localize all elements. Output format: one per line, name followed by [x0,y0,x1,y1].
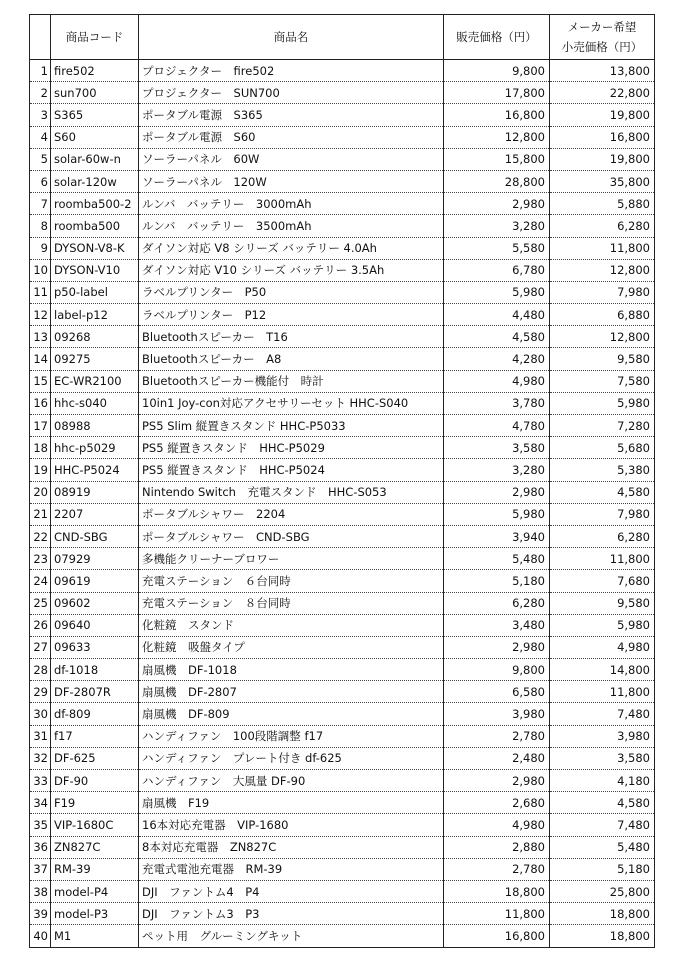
row-number-cell: 27 [30,636,51,658]
msrp-cell: 6,880 [550,304,655,326]
product-code-cell: DYSON-V10 [51,259,139,281]
header-no [30,15,51,60]
table-row [30,193,655,215]
product-name-cell: ソーラーパネル 60W [139,148,444,170]
product-name-cell: PS5 Slim 縦置きスタンド HHC-P5033 [139,415,444,437]
product-code-cell: RM-39 [51,858,139,880]
product-name-cell: 充電ステーション ８台同時 [139,592,444,614]
product-code-cell: S60 [51,126,139,148]
product-code-cell: 09640 [51,614,139,636]
product-name-cell: 化粧鏡 スタンド [139,614,444,636]
msrp-cell: 13,800 [550,60,655,82]
table-row [30,858,655,880]
product-code-cell: model-P3 [51,903,139,925]
table-body [30,60,655,948]
row-number-cell: 1 [30,60,51,82]
table-row [30,459,655,481]
sale-price-cell: 6,580 [444,681,550,703]
table-row [30,792,655,814]
product-code-cell: roomba500 [51,215,139,237]
product-name-cell: 16本対応充電器 VIP-1680 [139,814,444,836]
sale-price-cell: 2,980 [444,636,550,658]
row-number-cell: 23 [30,548,51,570]
row-number-cell: 24 [30,570,51,592]
product-code-cell: df-809 [51,703,139,725]
row-number-cell: 5 [30,148,51,170]
row-number-cell: 17 [30,415,51,437]
msrp-cell: 7,480 [550,814,655,836]
msrp-cell: 5,380 [550,459,655,481]
sale-price-cell: 17,800 [444,82,550,104]
product-code-cell: DF-90 [51,770,139,792]
row-number-cell: 26 [30,614,51,636]
header-product-code: 商品コード [51,15,139,60]
table-row [30,592,655,614]
sale-price-cell: 9,800 [444,659,550,681]
msrp-cell: 11,800 [550,237,655,259]
row-number-cell: 12 [30,304,51,326]
product-name-cell: ポータブルシャワー CND-SBG [139,525,444,547]
msrp-cell: 5,180 [550,858,655,880]
row-number-cell: 20 [30,481,51,503]
product-name-cell: 10in1 Joy-con対応アクセサリーセット HHC-S040 [139,392,444,414]
table-row [30,703,655,725]
sale-price-cell: 15,800 [444,148,550,170]
msrp-cell: 7,980 [550,281,655,303]
product-name-cell: 8本対応充電器 ZN827C [139,836,444,858]
sale-price-cell: 2,980 [444,481,550,503]
product-name-cell: ラベルプリンター P50 [139,281,444,303]
table-row [30,304,655,326]
sale-price-cell: 16,800 [444,104,550,126]
row-number-cell: 4 [30,126,51,148]
msrp-cell: 4,980 [550,636,655,658]
msrp-cell: 7,480 [550,703,655,725]
msrp-cell: 4,580 [550,481,655,503]
row-number-cell: 28 [30,659,51,681]
product-code-cell: hhc-s040 [51,392,139,414]
product-code-cell: hhc-p5029 [51,437,139,459]
sale-price-cell: 2,980 [444,193,550,215]
product-name-cell: PS5 縦置きスタンド HHC-P5024 [139,459,444,481]
sale-price-cell: 4,980 [444,814,550,836]
msrp-cell: 12,800 [550,326,655,348]
sale-price-cell: 3,980 [444,703,550,725]
sale-price-cell: 4,480 [444,304,550,326]
product-name-cell: Bluetoothスピーカー A8 [139,348,444,370]
table-row [30,614,655,636]
msrp-cell: 19,800 [550,148,655,170]
sale-price-cell: 6,280 [444,592,550,614]
table-row [30,281,655,303]
product-name-cell: ハンディファン 大風量 DF-90 [139,770,444,792]
msrp-cell: 3,580 [550,747,655,769]
product-code-cell: roomba500-2 [51,193,139,215]
product-code-cell: f17 [51,725,139,747]
product-name-cell: ルンバ バッテリー 3000mAh [139,193,444,215]
sale-price-cell: 2,780 [444,858,550,880]
product-code-cell: M1 [51,925,139,947]
row-number-cell: 37 [30,858,51,880]
table-row [30,525,655,547]
row-number-cell: 38 [30,880,51,902]
msrp-cell: 6,280 [550,525,655,547]
product-name-cell: ポータブルシャワー 2204 [139,503,444,525]
row-number-cell: 31 [30,725,51,747]
product-code-cell: CND-SBG [51,525,139,547]
product-code-cell: 09633 [51,636,139,658]
table-row [30,215,655,237]
product-name-cell: ダイソン対応 V10 シリーズ バッテリー 3.5Ah [139,259,444,281]
product-code-cell: label-p12 [51,304,139,326]
msrp-cell: 4,580 [550,792,655,814]
sale-price-cell: 3,280 [444,459,550,481]
row-number-cell: 39 [30,903,51,925]
table-row [30,548,655,570]
product-code-cell: DYSON-V8-K [51,237,139,259]
product-name-cell: DJI ファントム4 P4 [139,880,444,902]
msrp-cell: 14,800 [550,659,655,681]
table-row [30,503,655,525]
row-number-cell: 25 [30,592,51,614]
msrp-cell: 5,980 [550,392,655,414]
table-row [30,392,655,414]
product-code-cell: solar-120w [51,170,139,192]
header-msrp [550,15,655,60]
sale-price-cell: 12,800 [444,126,550,148]
sale-price-cell: 2,880 [444,836,550,858]
product-code-cell: 08919 [51,481,139,503]
row-number-cell: 9 [30,237,51,259]
msrp-cell: 18,800 [550,925,655,947]
table-row [30,570,655,592]
product-name-cell: ルンバ バッテリー 3500mAh [139,215,444,237]
sale-price-cell: 18,800 [444,880,550,902]
product-code-cell: df-1018 [51,659,139,681]
msrp-cell: 4,180 [550,770,655,792]
msrp-cell: 7,580 [550,370,655,392]
msrp-cell: 6,280 [550,215,655,237]
product-name-cell: 扇風機 DF-1018 [139,659,444,681]
product-code-cell: 2207 [51,503,139,525]
row-number-cell: 40 [30,925,51,947]
row-number-cell: 19 [30,459,51,481]
row-number-cell: 29 [30,681,51,703]
product-name-cell: ポータブル電源 S60 [139,126,444,148]
table-row [30,814,655,836]
header-msrp-line1: メーカー希望 [567,20,637,34]
product-code-cell: 08988 [51,415,139,437]
sale-price-cell: 5,480 [444,548,550,570]
product-name-cell: PS5 縦置きスタンド HHC-P5029 [139,437,444,459]
product-code-cell: 07929 [51,548,139,570]
table-row [30,880,655,902]
product-name-cell: ダイソン対応 V8 シリーズ バッテリー 4.0Ah [139,237,444,259]
msrp-cell: 11,800 [550,548,655,570]
product-code-cell: fire502 [51,60,139,82]
table-row [30,370,655,392]
product-name-cell: DJI ファントム3 P3 [139,903,444,925]
product-name-cell: ラベルプリンター P12 [139,304,444,326]
sale-price-cell: 3,780 [444,392,550,414]
msrp-cell: 25,800 [550,880,655,902]
row-number-cell: 6 [30,170,51,192]
table-row [30,126,655,148]
table-row [30,925,655,947]
product-name-cell: プロジェクター SUN700 [139,82,444,104]
header-msrp-line2: 小売価格（円） [561,40,643,54]
msrp-cell: 35,800 [550,170,655,192]
product-name-cell: 充電式電池充電器 RM-39 [139,858,444,880]
product-name-cell: Bluetoothスピーカー機能付 時計 [139,370,444,392]
sale-price-cell: 16,800 [444,925,550,947]
product-name-cell: ポータブル電源 S365 [139,104,444,126]
row-number-cell: 30 [30,703,51,725]
table-row [30,326,655,348]
sale-price-cell: 2,480 [444,747,550,769]
product-code-cell: p50-label [51,281,139,303]
product-name-cell: プロジェクター fire502 [139,60,444,82]
row-number-cell: 33 [30,770,51,792]
product-code-cell: solar-60w-n [51,148,139,170]
row-number-cell: 22 [30,525,51,547]
table-row [30,259,655,281]
row-number-cell: 21 [30,503,51,525]
sale-price-cell: 4,580 [444,326,550,348]
msrp-cell: 11,800 [550,681,655,703]
product-code-cell: 09619 [51,570,139,592]
row-number-cell: 7 [30,193,51,215]
sale-price-cell: 3,480 [444,614,550,636]
table-row [30,104,655,126]
msrp-cell: 5,480 [550,836,655,858]
sale-price-cell: 11,800 [444,903,550,925]
product-name-cell: ハンディファン 100段階調整 f17 [139,725,444,747]
sale-price-cell: 5,580 [444,237,550,259]
product-code-cell: EC-WR2100 [51,370,139,392]
row-number-cell: 3 [30,104,51,126]
row-number-cell: 14 [30,348,51,370]
msrp-cell: 5,980 [550,614,655,636]
sale-price-cell: 3,940 [444,525,550,547]
sale-price-cell: 2,780 [444,725,550,747]
msrp-cell: 9,580 [550,592,655,614]
product-name-cell: ペット用 グルーミングキット [139,925,444,947]
msrp-cell: 3,980 [550,725,655,747]
msrp-cell: 19,800 [550,104,655,126]
product-code-cell: model-P4 [51,880,139,902]
row-number-cell: 34 [30,792,51,814]
product-name-cell: ハンディファン プレート付き df-625 [139,747,444,769]
table-row [30,747,655,769]
product-name-cell: 化粧鏡 吸盤タイプ [139,636,444,658]
table-row [30,348,655,370]
sale-price-cell: 3,580 [444,437,550,459]
table-row [30,237,655,259]
msrp-cell: 5,680 [550,437,655,459]
product-name-cell: 扇風機 F19 [139,792,444,814]
msrp-cell: 12,800 [550,259,655,281]
row-number-cell: 18 [30,437,51,459]
table-row [30,659,655,681]
product-name-cell: 扇風機 DF-2807 [139,681,444,703]
row-number-cell: 32 [30,747,51,769]
table-row [30,170,655,192]
product-code-cell: 09268 [51,326,139,348]
product-code-cell: 09602 [51,592,139,614]
sale-price-cell: 5,980 [444,281,550,303]
product-code-cell: ZN827C [51,836,139,858]
msrp-cell: 5,880 [550,193,655,215]
product-code-cell: 09275 [51,348,139,370]
row-number-cell: 11 [30,281,51,303]
sale-price-cell: 4,280 [444,348,550,370]
sale-price-cell: 2,980 [444,770,550,792]
product-code-cell: S365 [51,104,139,126]
row-number-cell: 10 [30,259,51,281]
row-number-cell: 16 [30,392,51,414]
table-row [30,636,655,658]
row-number-cell: 35 [30,814,51,836]
row-number-cell: 2 [30,82,51,104]
table-row [30,836,655,858]
product-code-cell: sun700 [51,82,139,104]
product-name-cell: Nintendo Switch 充電スタンド HHC-S053 [139,481,444,503]
product-name-cell: 多機能クリーナーブロワー [139,548,444,570]
table-row [30,481,655,503]
header-sale-price: 販売価格（円） [444,15,550,60]
product-code-cell: F19 [51,792,139,814]
table-row [30,82,655,104]
table-row [30,437,655,459]
price-list-table [29,14,655,948]
sale-price-cell: 5,180 [444,570,550,592]
table-row [30,60,655,82]
sale-price-cell: 6,780 [444,259,550,281]
sale-price-cell: 28,800 [444,170,550,192]
header-row [30,15,655,60]
msrp-cell: 7,280 [550,415,655,437]
msrp-cell: 16,800 [550,126,655,148]
product-name-cell: ソーラーパネル 120W [139,170,444,192]
sale-price-cell: 4,980 [444,370,550,392]
header-product-name: 商品名 [139,15,444,60]
table-row [30,903,655,925]
sale-price-cell: 2,680 [444,792,550,814]
product-code-cell: DF-2807R [51,681,139,703]
table-row [30,148,655,170]
msrp-cell: 7,680 [550,570,655,592]
row-number-cell: 15 [30,370,51,392]
product-name-cell: Bluetoothスピーカー T16 [139,326,444,348]
table-row [30,415,655,437]
sale-price-cell: 4,780 [444,415,550,437]
row-number-cell: 8 [30,215,51,237]
msrp-cell: 7,980 [550,503,655,525]
product-code-cell: HHC-P5024 [51,459,139,481]
sale-price-cell: 9,800 [444,60,550,82]
sale-price-cell: 3,280 [444,215,550,237]
product-name-cell: 扇風機 DF-809 [139,703,444,725]
product-name-cell: 充電ステーション ６台同時 [139,570,444,592]
msrp-cell: 9,580 [550,348,655,370]
product-code-cell: DF-625 [51,747,139,769]
row-number-cell: 13 [30,326,51,348]
sale-price-cell: 5,980 [444,503,550,525]
msrp-cell: 18,800 [550,903,655,925]
msrp-cell: 22,800 [550,82,655,104]
table-row [30,681,655,703]
product-code-cell: VIP-1680C [51,814,139,836]
table-row [30,725,655,747]
row-number-cell: 36 [30,836,51,858]
table-row [30,770,655,792]
